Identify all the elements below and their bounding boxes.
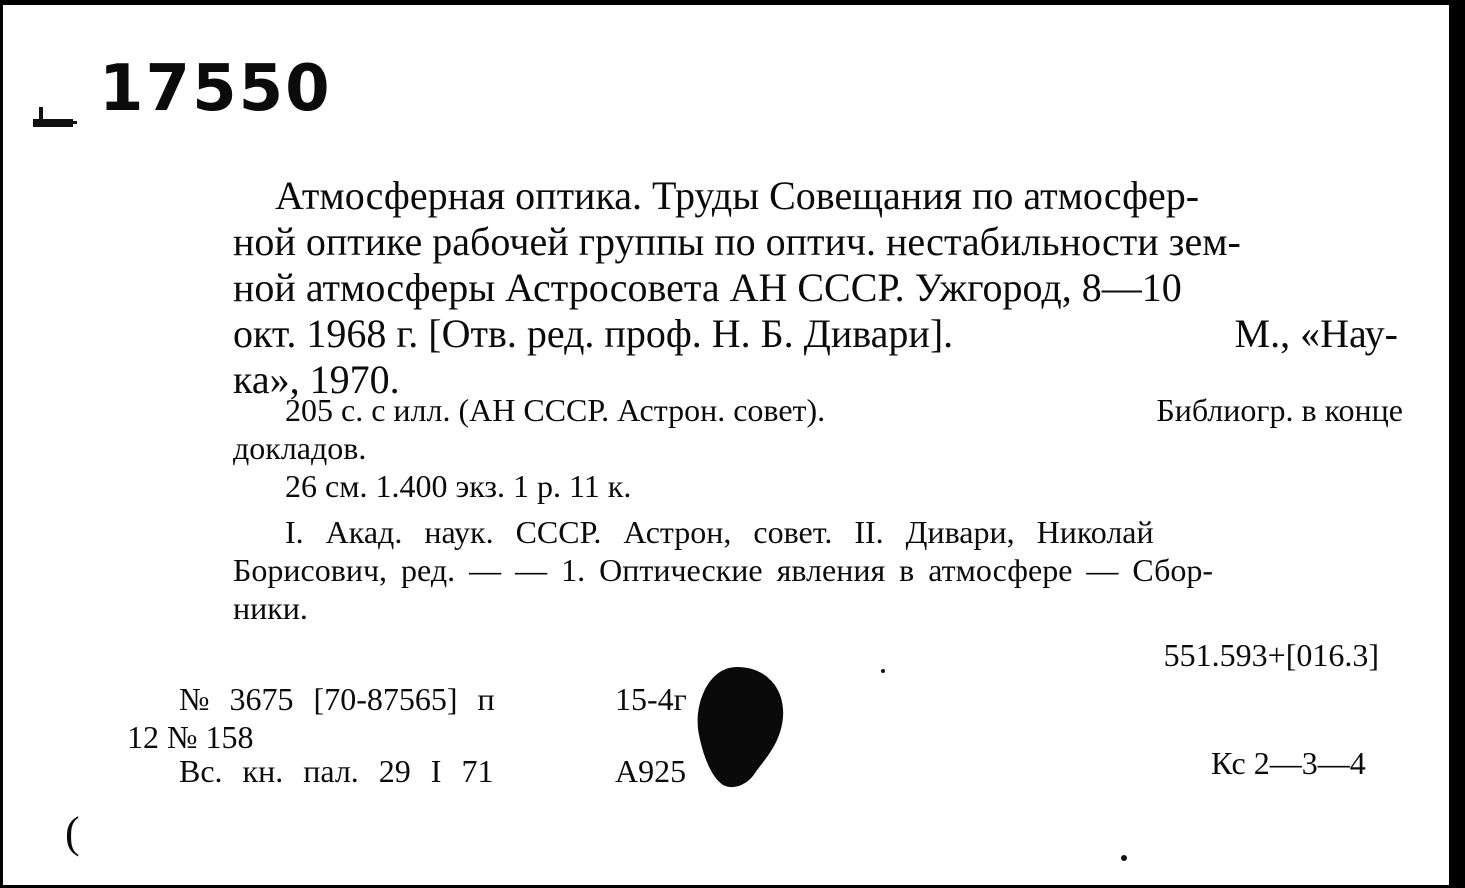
desc-line-1: [233, 391, 1403, 429]
tracings: [233, 513, 1403, 627]
footer-chamber-date: Вс. кн. пал. 29 I 71: [179, 753, 494, 789]
ink-blot-icon: [689, 663, 785, 795]
desc-line-1-right: Библиогр. в конце: [1156, 392, 1403, 428]
footer-kc-code: Кс 2—3—4: [1211, 745, 1366, 781]
footer-issue-number: 12 № 158: [127, 719, 254, 755]
desc-line-2: докладов.: [233, 430, 367, 466]
main-line-3: ной атмосферы Астросовета АН СССР. Ужгород, 8—10: [233, 265, 1182, 310]
card-number: 17550: [99, 52, 332, 126]
main-line-4: [233, 311, 1398, 357]
main-line-4-left: окт. 1968 г. [Отв. ред. проф. Н. Б. Дивари].: [233, 311, 954, 356]
speck-dot: [881, 669, 885, 673]
main-line-4-right: М., «Нау-: [1234, 311, 1398, 356]
physical-description: [233, 391, 1403, 505]
footer-index: А925: [615, 753, 687, 789]
desc-line-1-left: 205 с. с илл. (АН СССР. Астрон. совет).: [285, 392, 826, 428]
main-entry: [233, 173, 1398, 403]
main-line-1: Атмосферная оптика. Труды Совещания по атмосфер-: [275, 173, 1200, 218]
tracing-line-3: ники.: [233, 590, 308, 626]
footer-record-number: № 3675 [70-87565] п: [179, 681, 495, 717]
udc-classification: [1164, 637, 1379, 674]
tracing-line-1: I. Акад. наук. СССР. Астрон, совет. II. Дивари, Николай: [285, 514, 1154, 550]
speck-dot: [1121, 855, 1127, 861]
margin-mark: (: [65, 808, 80, 857]
main-line-2: ной оптике рабочей группы по оптич. нестабильности зем-: [233, 219, 1241, 264]
tracing-line-2: Борисович, ред. — — 1. Оптические явления в атмосфере — Сбор-: [233, 552, 1214, 588]
desc-line-3: 26 см. 1.400 экз. 1 р. 11 к.: [285, 468, 632, 504]
main-line-5: ка», 1970.: [233, 357, 400, 402]
stamp-mark-icon: [33, 105, 81, 131]
udc-text: 551.593+[016.3]: [1163, 637, 1379, 673]
footer-code: 15-4г: [615, 681, 687, 717]
